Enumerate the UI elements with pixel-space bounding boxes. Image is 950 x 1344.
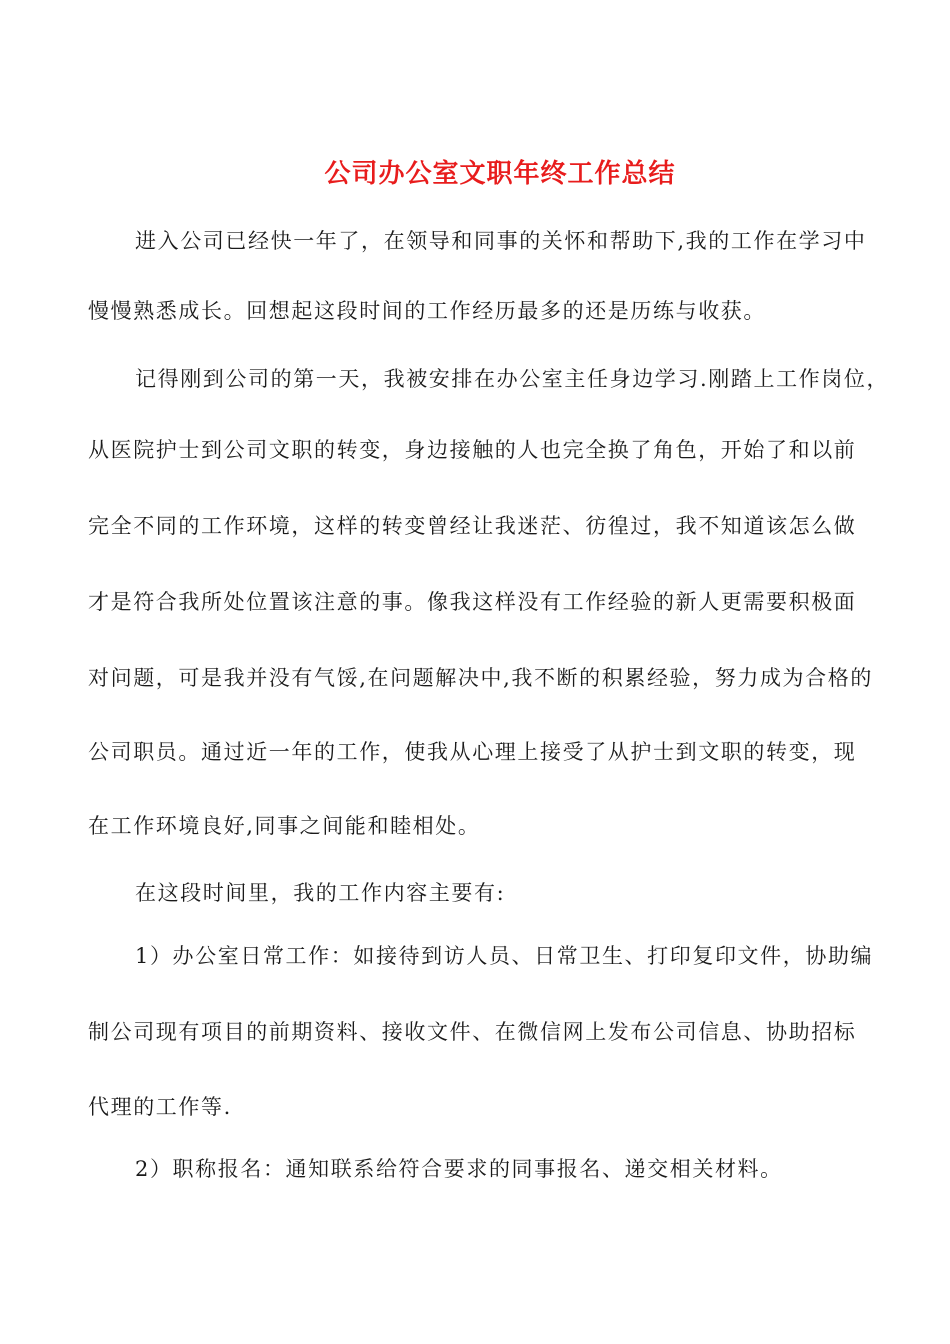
body-line: 完全不同的工作环境，这样的转变曾经让我迷茫、彷徨过，我不知道该怎么做 [88, 514, 857, 538]
body-line: 记得刚到公司的第一天，我被安排在办公室主任身边学习.刚踏上工作岗位， [135, 367, 890, 391]
body-line: 制公司现有项目的前期资料、接收文件、在微信网上发布公司信息、协助招标 [88, 1020, 857, 1044]
body-line: 才是符合我所处位置该注意的事。像我这样没有工作经验的新人更需要积极面 [88, 590, 857, 614]
body-line: 对问题，可是我并没有气馁,在问题解决中,我不断的积累经验，努力成为合格的 [88, 666, 873, 690]
list-item: 2）职称报名：通知联系给符合要求的同事报名、递交相关材料。 [135, 1157, 783, 1181]
document-title: 公司办公室文职年终工作总结 [324, 159, 676, 189]
body-line: 慢慢熟悉成长。回想起这段时间的工作经历最多的还是历练与收获。 [88, 299, 766, 323]
body-line: 进入公司已经快一年了，在领导和同事的关怀和帮助下,我的工作在学习中 [135, 229, 867, 253]
body-line: 代理的工作等. [88, 1095, 232, 1119]
body-line: 在工作环境良好,同事之间能和睦相处。 [88, 814, 481, 838]
body-line: 在这段时间里，我的工作内容主要有: [135, 881, 506, 905]
list-item: 1）办公室日常工作：如接待到访人员、日常卫生、打印复印文件，协助编 [135, 944, 874, 968]
body-line: 从医院护士到公司文职的转变，身边接触的人也完全换了角色，开始了和以前 [88, 438, 857, 462]
body-line: 公司职员。通过近一年的工作，使我从心理上接受了从护士到文职的转变，现 [88, 740, 857, 764]
